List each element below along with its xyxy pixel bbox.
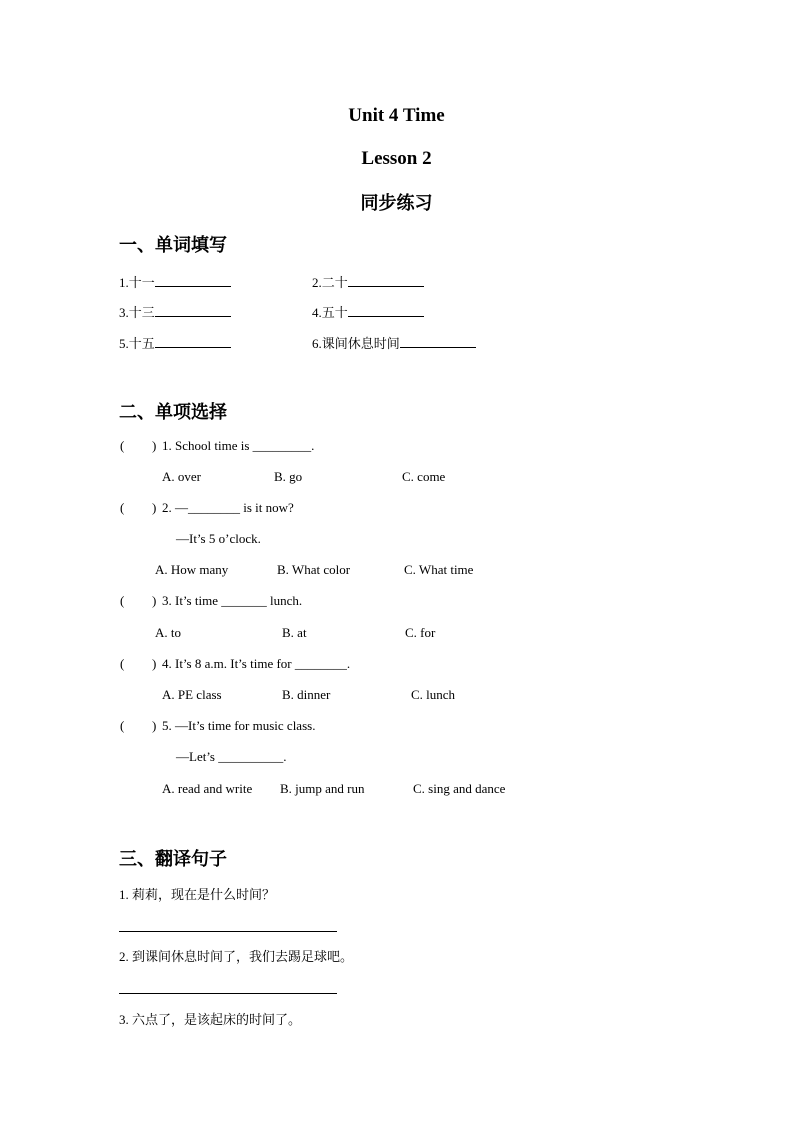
vocab-item-label: 4.五十 — [312, 305, 348, 320]
option-a[interactable]: A. to — [155, 625, 181, 640]
question-stem: 3. It’s time _______ lunch. — [162, 593, 303, 608]
question-reply: —It’s 5 o’clock. — [176, 531, 261, 546]
answer-paren-open: ( — [120, 718, 125, 733]
answer-paren-close: ) — [152, 593, 157, 608]
translation-item-1: 1. 莉莉，现在是什么时间？ — [119, 887, 276, 902]
answer-blank[interactable] — [348, 304, 424, 317]
option-a[interactable]: A. read and write — [162, 781, 253, 796]
question-stem: 5. —It’s time for music class. — [162, 718, 316, 733]
vocab-item-label: 5.十五 — [119, 336, 155, 351]
option-c[interactable]: C. What time — [404, 562, 474, 577]
option-b[interactable]: B. at — [282, 625, 307, 640]
vocab-item-5 — [119, 333, 231, 352]
answer-blank[interactable] — [400, 335, 476, 348]
option-b[interactable]: B. jump and run — [280, 781, 365, 796]
answer-blank[interactable] — [155, 274, 231, 287]
vocab-item-2 — [312, 272, 424, 291]
answer-blank[interactable] — [155, 304, 231, 317]
option-b[interactable]: B. dinner — [282, 687, 331, 702]
answer-blank[interactable] — [155, 335, 231, 348]
question-stem: 1. School time is _________. — [162, 438, 315, 453]
option-c[interactable]: C. sing and dance — [413, 781, 506, 796]
answer-line-1[interactable] — [119, 931, 337, 932]
translation-item-2: 2. 到课间休息时间了，我们去踢足球吧。 — [119, 949, 354, 964]
question-reply: —Let’s __________. — [176, 749, 287, 764]
section-heading-multiple-choice: 二、单项选择 — [119, 402, 227, 423]
option-c[interactable]: C. lunch — [411, 687, 456, 702]
vocab-item-label: 3.十三 — [119, 305, 155, 320]
translation-item-3: 3. 六点了，是该起床的时间了。 — [119, 1012, 302, 1027]
document-subtitle: 同步练习 — [360, 193, 433, 214]
option-a[interactable]: A. PE class — [162, 687, 222, 702]
option-a[interactable]: A. over — [162, 469, 201, 484]
answer-paren-open: ( — [120, 500, 125, 515]
option-c[interactable]: C. for — [405, 625, 436, 640]
answer-blank[interactable] — [348, 274, 424, 287]
option-c[interactable]: C. come — [402, 469, 446, 484]
answer-paren-open: ( — [120, 656, 125, 671]
question-stem: 4. It’s 8 a.m. It’s time for ________. — [162, 656, 351, 671]
question-stem: 2. —________ is it now? — [162, 500, 294, 515]
answer-line-2[interactable] — [119, 993, 337, 994]
vocab-item-label: 1.十一 — [119, 275, 155, 290]
answer-paren-close: ) — [152, 656, 157, 671]
vocab-item-3 — [119, 302, 231, 321]
option-a[interactable]: A. How many — [155, 562, 229, 577]
vocab-item-label: 6.课间休息时间 — [312, 336, 400, 351]
answer-paren-open: ( — [120, 438, 125, 453]
option-b[interactable]: B. go — [274, 469, 303, 484]
section-heading-translation: 三、翻译句子 — [119, 849, 227, 870]
answer-paren-close: ) — [152, 718, 157, 733]
lesson-title: Lesson 2 — [361, 148, 432, 169]
vocab-item-label: 2.二十 — [312, 275, 348, 290]
answer-paren-open: ( — [120, 593, 125, 608]
document-title: Unit 4 Time — [348, 105, 445, 126]
vocab-item-1 — [119, 272, 231, 291]
answer-paren-close: ) — [152, 500, 157, 515]
option-b[interactable]: B. What color — [277, 562, 351, 577]
answer-paren-close: ) — [152, 438, 157, 453]
section-heading-vocabulary: 一、单词填写 — [119, 235, 227, 256]
vocab-item-6 — [312, 333, 476, 352]
vocab-item-4 — [312, 302, 424, 321]
